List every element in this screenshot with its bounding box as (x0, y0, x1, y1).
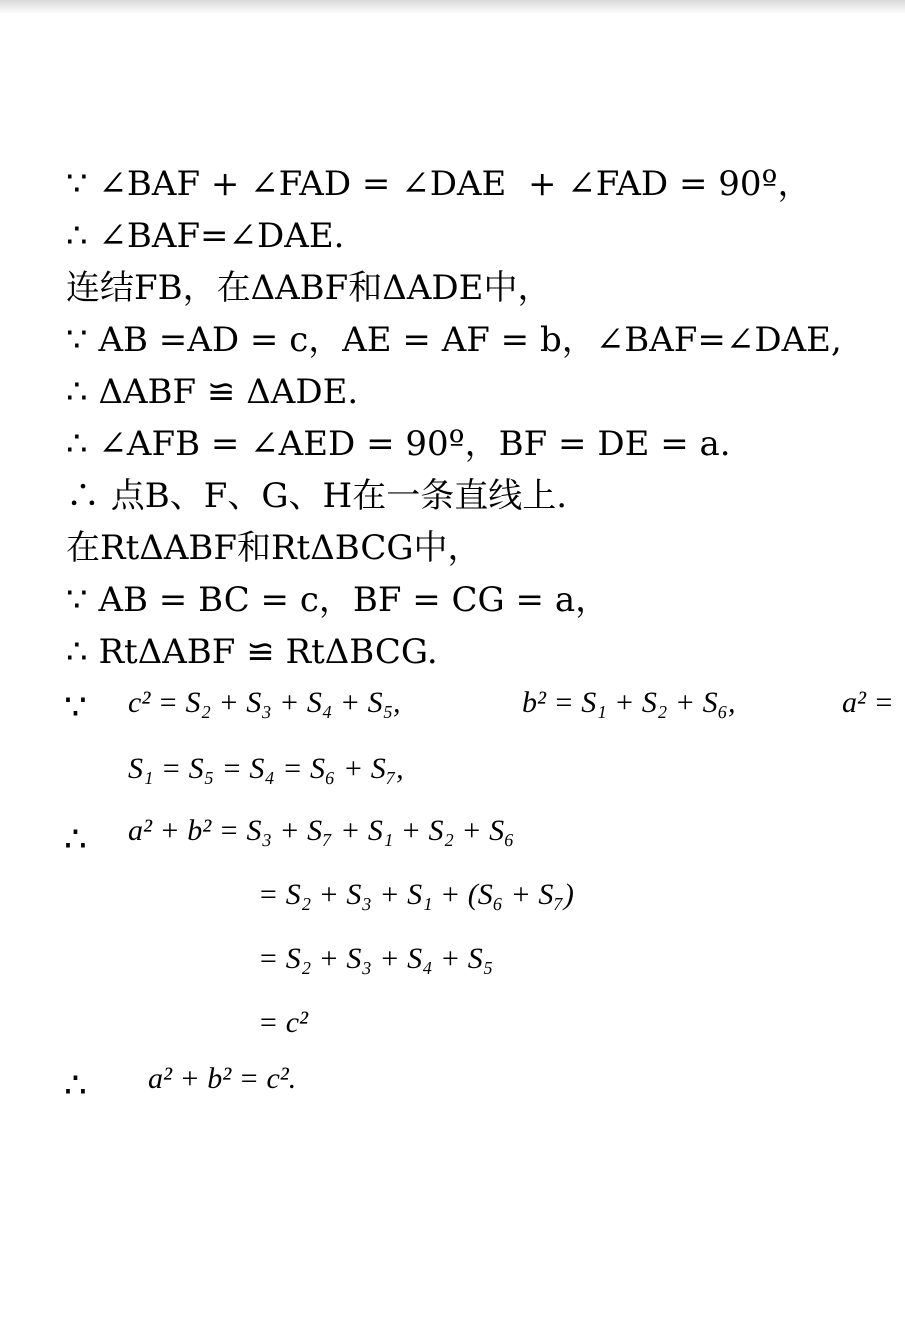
therefore-symbol: ∴ (64, 819, 87, 860)
equation-sum-3: = S₂ + S₃ + S₄ + S₅ (258, 942, 494, 975)
top-shadow (0, 0, 905, 14)
equation-sum-4: = c² (258, 1006, 309, 1039)
equation-sum-1: a² + b² = S₃ + S₇ + S₁ + S₂ + S₆ (128, 814, 515, 847)
proof-line-5: ∴ ΔABF ≌ ΔADE. (66, 372, 359, 412)
therefore-symbol-final: ∴ (64, 1065, 87, 1106)
equation-c2: c² = S₂ + S₃ + S₄ + S₅, (128, 686, 401, 719)
equation-s-equal: S₁ = S₅ = S₄ = S₆ + S₇, (128, 752, 404, 785)
equation-sum-2: = S₂ + S₃ + S₁ + (S₆ + S₇) (258, 878, 574, 911)
proof-line-8: 在RtΔABF和RtΔBCG中， (66, 528, 482, 568)
proof-line-7: ∴ 点B、F、G、H在一条直线上. (66, 476, 568, 516)
proof-line-6: ∴ ∠AFB = ∠AED = 90º，BF = DE = a. (66, 424, 731, 464)
equation-conclusion: a² + b² = c². (148, 1062, 297, 1095)
equation-a2-partial: a² = (842, 686, 894, 719)
proof-line-2: ∴ ∠BAF=∠DAE. (66, 216, 345, 256)
proof-line-4: ∵ AB =AD = c，AE = AF = b，∠BAF=∠DAE, (66, 320, 842, 360)
proof-line-3: 连结FB，在ΔABF和ΔADE中， (66, 268, 552, 308)
proof-line-9: ∵ AB = BC = c，BF = CG = a， (66, 580, 610, 620)
proof-line-10: ∴ RtΔABF ≌ RtΔBCG. (66, 632, 438, 672)
because-symbol: ∵ (64, 687, 87, 728)
equation-b2: b² = S₁ + S₂ + S₆, (522, 686, 736, 719)
proof-line-1: ∵ ∠BAF + ∠FAD = ∠DAE + ∠FAD = 90º， (66, 164, 812, 204)
